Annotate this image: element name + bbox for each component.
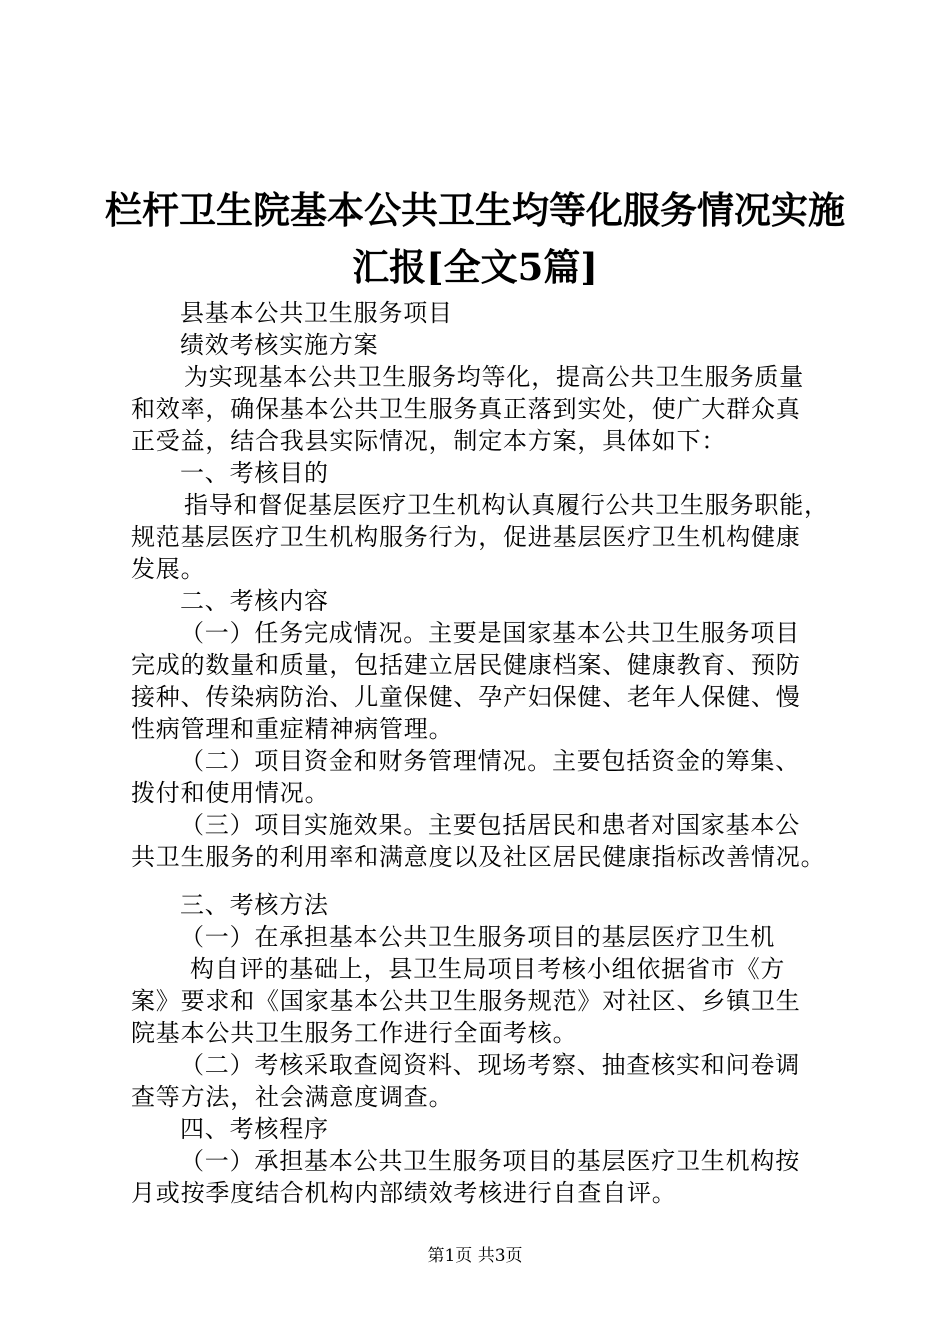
paragraph-line: （一）承担基本公共卫生服务项目的基层医疗卫生机构按 [180, 1147, 800, 1175]
paragraph-line: 查等方法，社会满意度调查。 [131, 1083, 454, 1111]
paragraph-line: 案》要求和《国家基本公共卫生服务规范》对社区、乡镇卫生 [131, 987, 801, 1015]
document-title-line-2: 汇报[全文5篇] [352, 245, 598, 289]
paragraph-line: 正受益，结合我县实际情况，制定本方案，具体如下： [131, 427, 727, 455]
paragraph-line: （一）在承担基本公共卫生服务项目的基层医疗卫生机 [180, 923, 776, 951]
document-title-line-1: 栏杆卫生院基本公共卫生均等化服务情况实施 [105, 188, 845, 232]
paragraph-line: （二）项目资金和财务管理情况。主要包括资金的筹集、 [180, 747, 800, 775]
paragraph-line: （三）项目实施效果。主要包括居民和患者对国家基本公 [180, 811, 800, 839]
paragraph-line: 指导和督促基层医疗卫生机构认真履行公共卫生服务职能， [184, 491, 829, 519]
paragraph-line: 完成的数量和质量，包括建立居民健康档案、健康教育、预防 [131, 651, 801, 679]
paragraph-line: 构自评的基础上，县卫生局项目考核小组依据省市《方 [190, 955, 786, 983]
section-heading: 四、考核程序 [180, 1115, 329, 1143]
paragraph-line: 院基本公共卫生服务工作进行全面考核。 [131, 1019, 578, 1047]
paragraph-line: 和效率，确保基本公共卫生服务真正落到实处，使广大群众真 [131, 395, 801, 423]
paragraph-line: 性病管理和重症精神病管理。 [131, 715, 454, 743]
paragraph-line: 绩效考核实施方案 [180, 331, 379, 359]
paragraph-line: 月或按季度结合机构内部绩效考核进行自查自评。 [131, 1179, 677, 1207]
paragraph-line: 规范基层医疗卫生机构服务行为，促进基层医疗卫生机构健康 [131, 523, 801, 551]
paragraph-line: （二）考核采取查阅资料、现场考察、抽查核实和问卷调 [180, 1051, 800, 1079]
section-heading: 一、考核目的 [180, 459, 329, 487]
paragraph-line: 为实现基本公共卫生服务均等化，提高公共卫生服务质量 [184, 363, 804, 391]
section-heading: 三、考核方法 [180, 891, 329, 919]
paragraph-line: 县基本公共卫生服务项目 [180, 299, 453, 327]
paragraph-line: 发展。 [131, 555, 206, 583]
page-number-footer: 第1页 共3页 [427, 1246, 523, 1266]
paragraph-line: （一）任务完成情况。主要是国家基本公共卫生服务项目 [180, 619, 800, 647]
section-heading: 二、考核内容 [180, 587, 329, 615]
paragraph-line: 共卫生服务的利用率和满意度以及社区居民健康指标改善情况。 [131, 843, 826, 871]
paragraph-line: 接种、传染病防治、儿童保健、孕产妇保健、老年人保健、慢 [131, 683, 801, 711]
paragraph-line: 拨付和使用情况。 [131, 779, 330, 807]
